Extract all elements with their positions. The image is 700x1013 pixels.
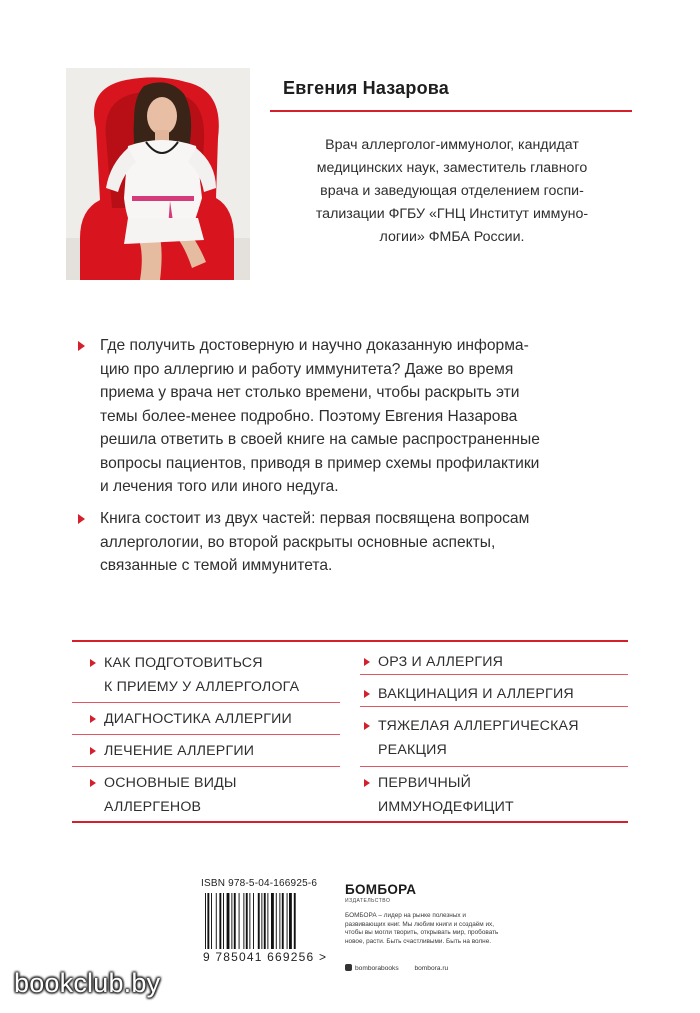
topic-separator <box>360 706 628 707</box>
author-name: Евгения Назарова <box>283 78 449 98</box>
barcode-stripe <box>234 893 236 949</box>
barcode-stripe <box>249 893 250 949</box>
topic-label-line: К ПРИЕМУ У АЛЛЕРГОЛОГА <box>104 679 300 695</box>
triangle-bullet-icon <box>78 341 85 351</box>
barcode-stripe <box>294 893 296 949</box>
description-paragraph-2 <box>86 507 641 578</box>
barcode-stripe <box>216 893 217 949</box>
author-divider <box>270 110 632 112</box>
author-bio <box>287 134 617 249</box>
topic-label-line: ОРЗ И АЛЛЕРГИЯ <box>378 654 504 670</box>
paragraph-line: приема у врача нет столько времени, чтобы раскрыть эти <box>100 384 520 401</box>
topic-separator <box>72 766 340 767</box>
barcode-stripe <box>264 893 266 949</box>
barcode-stripe <box>271 893 274 949</box>
paragraph-line: Где получить достоверную и научно доказанную информа- <box>100 337 529 354</box>
paragraph-line: и лечения того или иного недуга. <box>100 478 339 495</box>
barcode-stripe <box>279 893 280 949</box>
site-link: bombora.ru <box>414 965 449 972</box>
barcode-stripe <box>219 893 221 949</box>
watermark: bookclub.by <box>14 968 161 998</box>
barcode-stripe <box>207 893 209 949</box>
publisher-links <box>345 964 462 972</box>
topic-label-line: ТЯЖЕЛАЯ АЛЛЕРГИЧЕСКАЯ <box>378 718 579 734</box>
barcode-stripe <box>223 893 224 949</box>
triangle-bullet-icon <box>364 658 370 666</box>
barcode-digits: 9 785041 669256 > <box>203 950 328 964</box>
triangle-bullet-icon <box>364 779 370 787</box>
triangle-bullet-icon <box>90 659 96 667</box>
topic-label-line: РЕАКЦИЯ <box>378 742 447 758</box>
topic-label-line: ОСНОВНЫЕ ВИДЫ <box>104 775 237 791</box>
instagram-icon <box>345 964 352 971</box>
topic-label-line: ЛЕЧЕНИЕ АЛЛЕРГИИ <box>104 743 255 759</box>
topics-top-rule <box>72 640 628 642</box>
topic-item <box>90 651 299 699</box>
paragraph-line: Книга состоит из двух частей: первая посвящена вопросам <box>100 510 530 527</box>
topic-item <box>364 714 579 762</box>
author-photo <box>66 68 250 280</box>
topic-item <box>90 771 237 819</box>
barcode-stripe <box>287 893 288 949</box>
topic-label-line: АЛЛЕРГЕНОВ <box>104 799 202 815</box>
barcode-stripe <box>289 893 292 949</box>
paragraph-line: цию про аллергию и работу иммунитета? Даже во время <box>100 360 514 378</box>
author-bio-line: логии» ФМБА России. <box>379 229 525 245</box>
triangle-bullet-icon <box>90 715 96 723</box>
topic-separator <box>360 766 628 767</box>
barcode-stripe <box>267 893 268 949</box>
barcode-stripe <box>261 893 262 949</box>
barcode-stripe <box>239 893 240 949</box>
topic-item <box>364 650 503 674</box>
paragraph-line: вопросы пациентов, приводя в пример схемы профилактики <box>100 454 540 472</box>
paragraph-line: темы более-менее подробно. Поэтому Евгения Назарова <box>100 407 518 425</box>
barcode-stripe <box>276 893 277 949</box>
publisher-blurb: БОМБОРА – лидер на рынке полезных и развивающих книг. Мы любим книги и создаём их, чтобы вы могли творить, открывать мир, пробовать новое, расти. Быть счастливыми. Быть на волне. <box>345 912 499 945</box>
topics-bottom-rule <box>72 821 628 823</box>
topic-separator <box>72 702 340 703</box>
barcode-stripe <box>246 893 248 949</box>
topic-item <box>90 739 254 763</box>
topic-label-line: КАК ПОДГОТОВИТЬСЯ <box>104 655 263 671</box>
topic-label-line: ИММУНОДЕФИЦИТ <box>378 799 514 815</box>
author-portrait-image <box>66 68 250 280</box>
triangle-bullet-icon <box>78 514 85 524</box>
barcode-stripe <box>231 893 232 949</box>
triangle-bullet-icon <box>90 779 96 787</box>
publisher-logo: БОМБОРА <box>345 882 417 897</box>
barcode-stripe <box>253 893 254 949</box>
topic-label-line: ДИАГНОСТИКА АЛЛЕРГИИ <box>104 711 292 727</box>
barcode-stripe <box>205 893 206 949</box>
publisher-subtitle: ИЗДАТЕЛЬСТВО <box>345 898 391 904</box>
barcode-image <box>205 893 325 949</box>
barcode-stripe <box>227 893 230 949</box>
topic-separator <box>360 674 628 675</box>
barcode-stripe <box>243 893 244 949</box>
paragraph-line: аллергологии, во второй раскрыты основные аспекты, <box>100 533 496 551</box>
barcode-stripe <box>211 893 212 949</box>
topic-label-line: ВАКЦИНАЦИЯ И АЛЛЕРГИЯ <box>378 686 574 702</box>
topic-item <box>364 771 514 819</box>
triangle-bullet-icon <box>90 747 96 755</box>
description-paragraph-1 <box>86 334 641 499</box>
triangle-bullet-icon <box>364 690 370 698</box>
topic-label-line: ПЕРВИЧНЫЙ <box>378 775 472 791</box>
author-bio-line: врача и заведующая отделением госпи- <box>320 183 584 199</box>
triangle-bullet-icon <box>364 722 370 730</box>
topic-separator <box>72 734 340 735</box>
author-bio-line: медицинских наук, заместитель главного <box>316 160 588 176</box>
topic-item <box>364 682 574 706</box>
topic-item <box>90 707 292 731</box>
paragraph-line: связанные с темой иммунитета. <box>100 557 333 574</box>
paragraph-line: решила ответить в своей книге на самые распространенные <box>100 431 540 448</box>
author-bio-line: тализации ФГБУ «ГНЦ Институт иммуно- <box>315 206 589 222</box>
barcode-stripe <box>282 893 284 949</box>
social-link: bomborabooks <box>345 965 399 972</box>
isbn-text: ISBN 978-5-04-166925-6 <box>201 878 318 889</box>
barcode-stripe <box>258 893 260 949</box>
author-bio-line: Врач аллерголог-иммунолог, кандидат <box>325 137 579 153</box>
